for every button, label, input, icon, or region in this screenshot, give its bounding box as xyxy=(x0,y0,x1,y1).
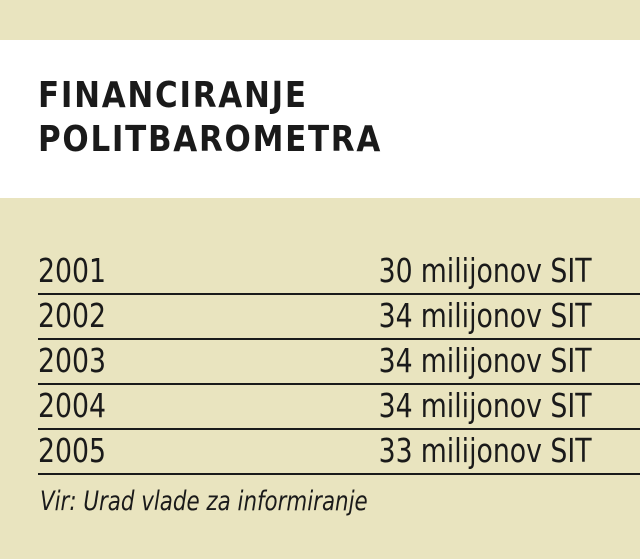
year-cell: 2004 xyxy=(38,386,106,425)
amount-value: 34 xyxy=(379,386,414,425)
top-band xyxy=(0,0,640,40)
title-line-1: FINANCIRANJE xyxy=(38,75,308,116)
table-row xyxy=(38,340,640,385)
amount-cell xyxy=(379,431,592,471)
table-row xyxy=(38,385,640,430)
amount-unit: milijonov SIT xyxy=(421,386,592,425)
table-row xyxy=(38,430,640,475)
amount-value: 34 xyxy=(379,296,414,335)
amount-cell xyxy=(379,386,592,426)
year-cell: 2005 xyxy=(38,431,106,470)
amount-unit: milijonov SIT xyxy=(421,251,592,290)
table-row xyxy=(38,249,640,295)
chart-title xyxy=(38,74,382,162)
title-line-2: POLITBAROMETRA xyxy=(38,119,383,160)
amount-unit: milijonov SIT xyxy=(421,341,592,380)
source-note: Vir: Urad vlade za informiranje xyxy=(40,486,368,517)
amount-value: 33 xyxy=(379,431,414,470)
table-row xyxy=(38,295,640,340)
amount-unit: milijonov SIT xyxy=(421,296,592,335)
amount-cell xyxy=(379,296,592,336)
amount-value: 30 xyxy=(379,251,414,290)
year-cell: 2001 xyxy=(38,251,106,290)
amount-cell xyxy=(379,251,592,291)
amount-unit: milijonov SIT xyxy=(421,431,592,470)
year-cell: 2003 xyxy=(38,341,106,380)
amount-value: 34 xyxy=(379,341,414,380)
amount-cell xyxy=(379,341,592,381)
funding-table xyxy=(38,249,640,475)
year-cell: 2002 xyxy=(38,296,106,335)
